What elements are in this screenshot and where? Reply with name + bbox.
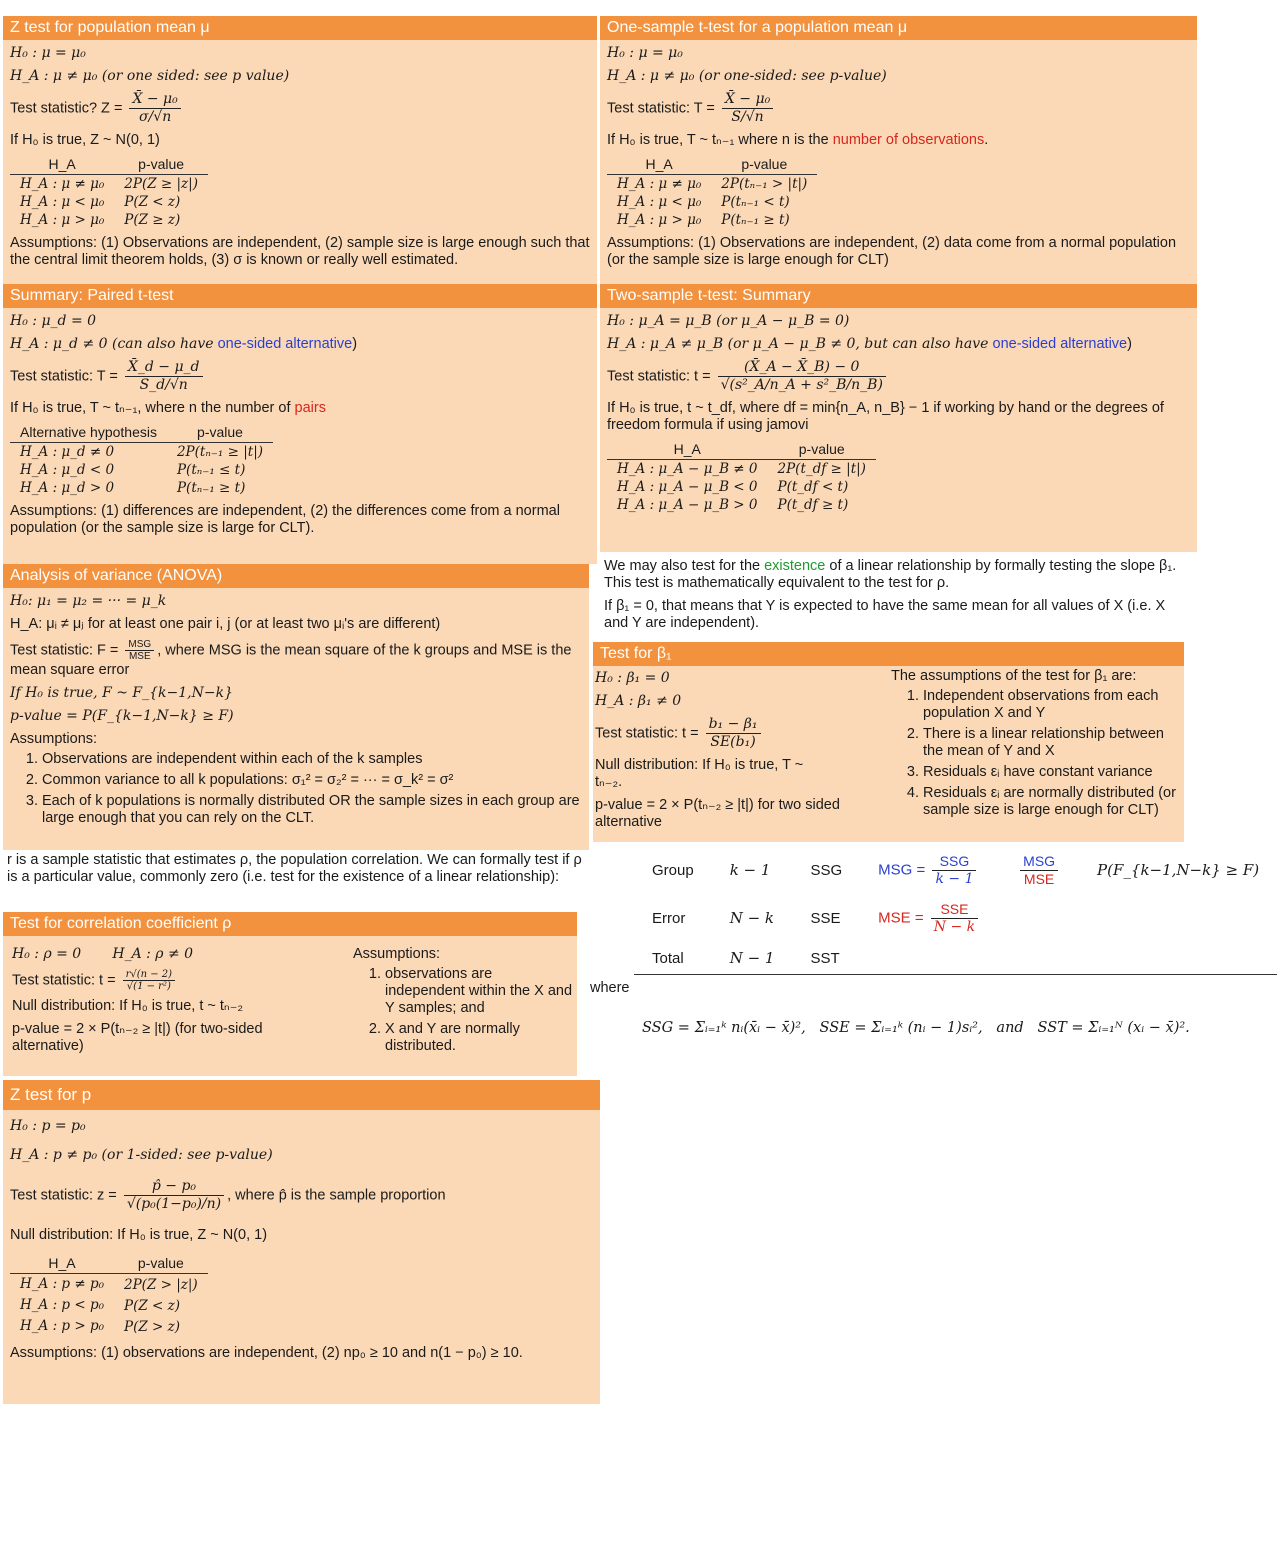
- corr-right-column: [353, 946, 575, 1059]
- anova-mse-den: N − k: [933, 918, 976, 935]
- t-one-th-ha: H_A: [607, 155, 711, 175]
- table-cell: H_A : μ < μ₀: [20, 194, 105, 210]
- list-item: 1. Independent observations from each population X and Y: [923, 688, 1181, 722]
- paired-pvalue-table: [10, 423, 273, 497]
- two-sample-ha-text: H_A : μ_A ≠ μ_B (or μ_A − μ_B ≠ 0, but can also have: [607, 336, 989, 352]
- slope-ha: H_A : β₁ ≠ 0: [595, 693, 682, 709]
- two-sample-panel: [600, 284, 1197, 552]
- slope-statistic: [595, 716, 885, 751]
- anova-title: Analysis of variance (ANOVA): [3, 564, 589, 588]
- anova-ts-fraction: [125, 639, 154, 662]
- anova-msg-den: k − 1: [935, 870, 974, 887]
- table-row: [10, 1274, 208, 1296]
- paired-title: Summary: Paired t-test: [3, 284, 597, 308]
- zp-pvalue-table: [10, 1254, 208, 1337]
- zp-null-dist: Null distribution: If H₀ is true, Z ~ N(0, 1): [10, 1227, 268, 1243]
- table-row: [607, 460, 876, 479]
- anova-error-df: N − k: [729, 909, 775, 927]
- corr-h0: H₀ : ρ = 0: [12, 946, 82, 962]
- corr-intro-text: r is a sample statistic that estimates ρ, the population correlation. We can formally test if ρ is a particular value, commonly zero (i.e. test for the existence of a linear relationship):: [7, 852, 582, 885]
- table-cell: H_A : μ_A − μ_B < 0: [617, 479, 758, 495]
- table-cell: H_A : μ_d ≠ 0: [20, 444, 115, 460]
- anova-ts-label: Test statistic: F =: [10, 642, 119, 659]
- table-cell: 2P(Z > |z|): [124, 1276, 198, 1293]
- anova-group-ss: SSG: [810, 861, 843, 879]
- table-cell: P(Z > z): [124, 1318, 181, 1335]
- z-mean-statistic: [10, 91, 590, 126]
- t-one-assumptions: Assumptions: (1) Observations are independent, (2) data come from a normal population (or the sample size is large enough for CLT): [607, 235, 1177, 268]
- z-mean-th-ha: H_A: [10, 155, 114, 175]
- t-one-ts-den: S/√n: [731, 109, 764, 125]
- zp-ts-num: p̂ − p₀: [124, 1178, 224, 1196]
- table-cell: H_A : p < p₀: [20, 1297, 104, 1313]
- anova-error-ss: SSE: [810, 909, 841, 927]
- table-cell: P(tₙ₋₁ ≥ t): [176, 480, 246, 496]
- anova-table: [634, 846, 1277, 975]
- table-cell: H_A : μ < μ₀: [617, 194, 702, 210]
- two-sample-h0: H₀ : μ_A = μ_B (or μ_A − μ_B = 0): [607, 313, 850, 329]
- table-cell: P(Z < z): [124, 1297, 181, 1314]
- anova-error-empty1: [999, 894, 1079, 942]
- two-sample-ha: [607, 336, 1190, 353]
- paired-th-pvalue: p-value: [167, 423, 273, 443]
- slope-pvalue: p-value = 2 × P(tₙ₋₂ ≥ |t|) for two sided alternative: [595, 797, 840, 830]
- zp-ts-fraction: [124, 1178, 224, 1213]
- zp-th-ha: H_A: [10, 1254, 114, 1274]
- anova-msg-num: SSG: [932, 853, 976, 871]
- z-mean-ts-num: X̄ − μ₀: [129, 91, 180, 109]
- anova-msg-fraction: [932, 853, 976, 888]
- anova-total-source: Total: [634, 942, 712, 975]
- anova-mse-label: MSE =: [878, 908, 924, 926]
- t-one-null-text: If H₀ is true, T ~ tₙ₋₁ where n is the: [607, 132, 829, 148]
- corr-ts-num: r√(n − 2): [123, 969, 176, 981]
- table-cell: P(Z ≥ z): [124, 212, 181, 228]
- t-one-ts-label: Test statistic: T =: [607, 100, 715, 117]
- slope-h0: H₀ : β₁ = 0: [595, 670, 670, 686]
- table-cell: H_A : μ_A − μ_B ≠ 0: [617, 461, 758, 477]
- table-row: [10, 479, 273, 497]
- slope-intro: [597, 556, 1197, 642]
- table-row: [607, 211, 817, 229]
- two-sample-title: Two-sample t-test: Summary: [600, 284, 1197, 308]
- anova-group-ms: [860, 846, 999, 894]
- two-sample-ts-den: √(s²_A/n_A + s²_B/n_B): [720, 377, 883, 393]
- table-row: [634, 846, 1277, 894]
- anova-ts-post: , where MSG is the mean square of the k groups and MSE is the mean square error: [10, 642, 572, 678]
- two-sample-null-dist: If H₀ is true, t ~ t_df, where df = min{n_A, n_B} − 1 if working by hand or the degrees of freedom formula if using jamovi: [607, 400, 1164, 433]
- anova-group-p: P(F_{k−1,N−k} ≥ F): [1097, 861, 1260, 879]
- two-sample-th-pvalue: p-value: [768, 440, 876, 460]
- slope-intro-post: of a linear relationship by formally testing the slope β₁. This test is mathematically equivalent to the test for ρ.: [604, 558, 1177, 591]
- table-cell: H_A : p > p₀: [20, 1318, 104, 1334]
- table-cell: P(tₙ₋₁ < t): [721, 194, 790, 210]
- existence-link[interactable]: existence: [764, 558, 826, 574]
- paired-panel: [3, 284, 597, 564]
- table-row: [10, 461, 273, 479]
- paired-ha-text: H_A : μ_d ≠ 0 (can also have: [10, 336, 214, 352]
- anova-null-dist: If H₀ is true, F ~ F_{k−1,N−k}: [10, 685, 233, 701]
- anova-group-df: k − 1: [729, 861, 771, 879]
- z-mean-ts-den: σ/√n: [139, 109, 172, 125]
- zp-h0: H₀ : p = p₀: [10, 1118, 86, 1134]
- corr-ts-fraction: [123, 969, 176, 992]
- z-mean-ha: H_A : μ ≠ μ₀ (or one sided: see p value): [10, 68, 290, 84]
- observations-link[interactable]: number of observations: [832, 132, 985, 148]
- table-cell: 2P(tₙ₋₁ > |t|): [721, 176, 808, 192]
- two-sample-th-ha: H_A: [607, 440, 768, 460]
- anova-group-source: Group: [652, 861, 694, 879]
- list-item: 2. X and Y are normally distributed.: [385, 1021, 575, 1055]
- slope-ts-num: b₁ − β₁: [706, 716, 761, 734]
- anova-total-ss: SST: [792, 942, 860, 975]
- slope-assumptions-label: The assumptions of the test for β₁ are:: [891, 668, 1137, 684]
- table-cell: H_A : μ ≠ μ₀: [20, 176, 105, 192]
- t-one-ts-num: X̄ − μ₀: [722, 91, 773, 109]
- one-sided-link[interactable]: one-sided alternative: [217, 336, 353, 352]
- anova-ha: H_A: μᵢ ≠ μⱼ for at least one pair i, j (or at least two μᵢ's are different): [10, 616, 441, 632]
- slope-intro-line2: If β₁ = 0, that means that Y is expected to have the same mean for all values of X (i.e. X and Y are independent).: [604, 598, 1166, 631]
- anova-group-f: [999, 846, 1079, 894]
- anova-msg-label: MSG =: [878, 860, 926, 878]
- table-cell: H_A : μ > μ₀: [617, 212, 702, 228]
- corr-intro: [3, 850, 589, 912]
- anova-panel: [3, 564, 589, 850]
- table-cell: P(t_df < t): [777, 479, 849, 495]
- anova-f-den: MSE: [1023, 870, 1055, 887]
- corr-assumptions-list: [353, 966, 575, 1055]
- t-one-th-pvalue: p-value: [711, 155, 817, 175]
- zp-ts-label: Test statistic: z =: [10, 1187, 117, 1204]
- list-item: 1. Observations are independent within each of the k samples: [42, 751, 582, 768]
- paired-ts-label: Test statistic: T =: [10, 368, 118, 385]
- two-sample-statistic: [607, 359, 1190, 394]
- slope-right-column: [891, 668, 1181, 823]
- paired-ha-post: ): [352, 336, 358, 352]
- t-one-ha: H_A : μ ≠ μ₀ (or one-sided: see p-value): [607, 68, 887, 84]
- table-cell: 2P(t_df ≥ |t|): [777, 461, 866, 477]
- anova-mse-fraction: [931, 901, 978, 936]
- slope-intro-pre: We may also test for the: [604, 558, 761, 574]
- corr-panel: [3, 912, 577, 1076]
- table-row: [634, 894, 1277, 942]
- paired-null-text: If H₀ is true, T ~ tₙ₋₁, where n the number of: [10, 400, 291, 416]
- slope-null-dist: Null distribution: If H₀ is true, T ~ tₙ₋₂.: [595, 757, 804, 790]
- table-row: [607, 193, 817, 211]
- table-cell: P(tₙ₋₁ ≤ t): [176, 462, 246, 478]
- z-mean-assumptions: Assumptions: (1) Observations are independent, (2) sample size is large enough such that the central limit theorem holds, (3) σ is known or really well estimated.: [10, 235, 590, 268]
- z-mean-ts-label: Test statistic? Z =: [10, 100, 123, 117]
- anova-pvalue: p-value = P(F_{k−1,N−k} ≥ F): [10, 708, 234, 724]
- anova-mse-num: SSE: [931, 901, 978, 919]
- slope-ts-label: Test statistic: t =: [595, 725, 699, 742]
- t-one-statistic: [607, 91, 1190, 126]
- slope-ts-fraction: [706, 716, 761, 751]
- table-cell: H_A : μ ≠ μ₀: [617, 176, 702, 192]
- corr-assumptions-label: Assumptions:: [353, 946, 441, 962]
- paired-ha: [10, 336, 590, 353]
- table-row: [10, 175, 208, 194]
- slope-ts-den: SE(b₁): [710, 734, 756, 750]
- anova-f-num: MSG: [1020, 853, 1058, 871]
- t-one-null-dist: [607, 132, 1190, 149]
- table-row: [607, 478, 876, 496]
- slope-left-column: [595, 670, 885, 837]
- anova-error-empty2: [1079, 894, 1277, 942]
- anova-f-fraction: [1020, 853, 1058, 888]
- table-cell: H_A : p ≠ p₀: [20, 1276, 104, 1292]
- two-sample-ts-num: (X̄_A − X̄_B) − 0: [718, 359, 886, 377]
- list-item: 1. observations are independent within the X and Y samples; and: [385, 966, 575, 1017]
- anova-statistic: [10, 639, 582, 679]
- paired-statistic: [10, 359, 590, 394]
- table-row: [10, 211, 208, 229]
- paired-h0: H₀ : μ_d = 0: [10, 313, 97, 329]
- z-mean-null-dist: If H₀ is true, Z ~ N(0, 1): [10, 132, 160, 148]
- anova-ts-den: MSE: [128, 651, 151, 662]
- anova-h0: H₀: μ₁ = μ₂ = ··· = μ_k: [10, 593, 167, 609]
- table-cell: P(tₙ₋₁ ≥ t): [721, 212, 790, 228]
- table-row: [607, 175, 817, 194]
- pairs-link[interactable]: pairs: [294, 400, 326, 416]
- zp-statistic: [10, 1178, 593, 1213]
- two-sample-ha-post: ): [1127, 336, 1132, 352]
- corr-statistic: [12, 969, 342, 992]
- anova-where-label: where: [590, 980, 630, 996]
- table-row: [10, 1316, 208, 1337]
- corr-null-dist: Null distribution: If H₀ is true, t ~ tₙ₋₂: [12, 998, 243, 1014]
- zp-assumptions: Assumptions: (1) observations are independent, (2) np₀ ≥ 10 and n(1 − p₀) ≥ 10.: [10, 1345, 523, 1361]
- anova-assumptions-label: Assumptions:: [10, 731, 98, 747]
- table-cell: P(Z < z): [124, 194, 181, 210]
- table-cell: H_A : μ_d < 0: [20, 462, 115, 478]
- t-one-panel: [600, 16, 1197, 284]
- anova-total-empty3: [1079, 942, 1277, 975]
- table-row: [10, 443, 273, 462]
- z-mean-panel: [3, 16, 597, 284]
- list-item: 3. Residuals εᵢ have constant variance: [923, 764, 1181, 781]
- table-cell: P(t_df ≥ t): [777, 497, 849, 513]
- table-row: [10, 193, 208, 211]
- paired-ts-den: S_d/√n: [139, 377, 188, 393]
- two-sample-pvalue-table: [607, 440, 876, 514]
- zp-ts-den: √(p₀(1−p₀)/n): [126, 1196, 222, 1212]
- list-item: 2. There is a linear relationship between the mean of Y and X: [923, 726, 1181, 760]
- table-row: [634, 942, 1277, 975]
- slope-title: Test for β₁: [593, 642, 1184, 666]
- anova-error-ms: [860, 894, 999, 942]
- corr-ts-label: Test statistic: t =: [12, 972, 116, 989]
- table-cell: H_A : μ_A − μ_B > 0: [617, 497, 758, 513]
- table-row: [607, 496, 876, 514]
- slope-panel: [593, 642, 1184, 842]
- anova-total-empty2: [999, 942, 1079, 975]
- corr-pvalue: p-value = 2 × P(tₙ₋₂ ≥ |t|) (for two-sided alternative): [12, 1021, 263, 1054]
- anova-ts-num: MSG: [125, 639, 154, 651]
- anova-assumptions-list: [10, 751, 582, 827]
- list-item: 4. Residuals εᵢ are normally distributed (or sample size is large enough for CLT): [923, 785, 1181, 819]
- zp-ha: H_A : p ≠ p₀ (or 1-sided: see p-value): [10, 1147, 273, 1163]
- two-sample-one-sided-link[interactable]: one-sided alternative: [992, 336, 1128, 352]
- corr-ts-den: √(1 − r²): [126, 981, 171, 992]
- z-mean-ts-fraction: [129, 91, 180, 126]
- table-row: [10, 1295, 208, 1316]
- slope-intro-line1: [604, 558, 1190, 592]
- anova-error-source: Error: [652, 909, 686, 927]
- paired-ts-num: X̄_d − μ_d: [125, 359, 203, 377]
- t-one-null-post: .: [984, 132, 989, 148]
- paired-null-dist: [10, 400, 590, 417]
- z-mean-th-pvalue: p-value: [114, 155, 208, 175]
- slope-assumptions-list: [891, 688, 1181, 819]
- t-one-ts-fraction: [722, 91, 773, 126]
- table-cell: H_A : μ > μ₀: [20, 212, 105, 228]
- list-item: 2. Common variance to all k populations: σ₁² = σ₂² = ··· = σ_k² = σ²: [42, 772, 582, 789]
- paired-ts-fraction: [125, 359, 203, 394]
- anova-ss-formulas: SSG = Σᵢ₌₁ᵏ nᵢ(x̄ᵢ − x̄)², SSE = Σᵢ₌₁ᵏ (nᵢ − 1)sᵢ², and SST = Σᵢ₌₁ᴺ (xᵢ − x̄)².: [642, 1020, 1190, 1036]
- table-cell: 2P(Z ≥ |z|): [124, 176, 198, 192]
- zp-panel: [3, 1080, 600, 1404]
- zp-th-pvalue: p-value: [114, 1254, 208, 1274]
- t-one-pvalue-table: [607, 155, 817, 229]
- zp-ts-post: , where p̂ is the sample proportion: [227, 1187, 446, 1204]
- t-one-h0: H₀ : μ = μ₀: [607, 45, 683, 61]
- list-item: 3. Each of k populations is normally distributed OR the sample sizes in each group are large enough that you can rely on the CLT.: [42, 793, 582, 827]
- t-one-title: One-sample t-test for a population mean μ: [600, 16, 1197, 40]
- z-mean-title: Z test for population mean μ: [3, 16, 597, 40]
- table-cell: H_A : μ_d > 0: [20, 480, 115, 496]
- corr-title: Test for correlation coefficient ρ: [3, 912, 577, 936]
- paired-th-ha: Alternative hypothesis: [10, 423, 167, 443]
- corr-left-column: [12, 946, 342, 1061]
- corr-ha: H_A : ρ ≠ 0: [112, 946, 194, 962]
- anova-total-empty1: [860, 942, 999, 975]
- z-mean-h0: H₀ : μ = μ₀: [10, 45, 86, 61]
- paired-assumptions: Assumptions: (1) differences are independent, (2) the differences come from a normal population (or the sample size is large for CLT).: [10, 503, 560, 536]
- z-mean-pvalue-table: [10, 155, 208, 229]
- two-sample-ts-fraction: [718, 359, 886, 394]
- corr-hypotheses: [12, 946, 342, 963]
- zp-title: Z test for p: [3, 1080, 600, 1110]
- two-sample-ts-label: Test statistic: t =: [607, 368, 711, 385]
- table-cell: 2P(tₙ₋₁ ≥ |t|): [176, 444, 264, 460]
- anova-total-df: N − 1: [712, 942, 793, 975]
